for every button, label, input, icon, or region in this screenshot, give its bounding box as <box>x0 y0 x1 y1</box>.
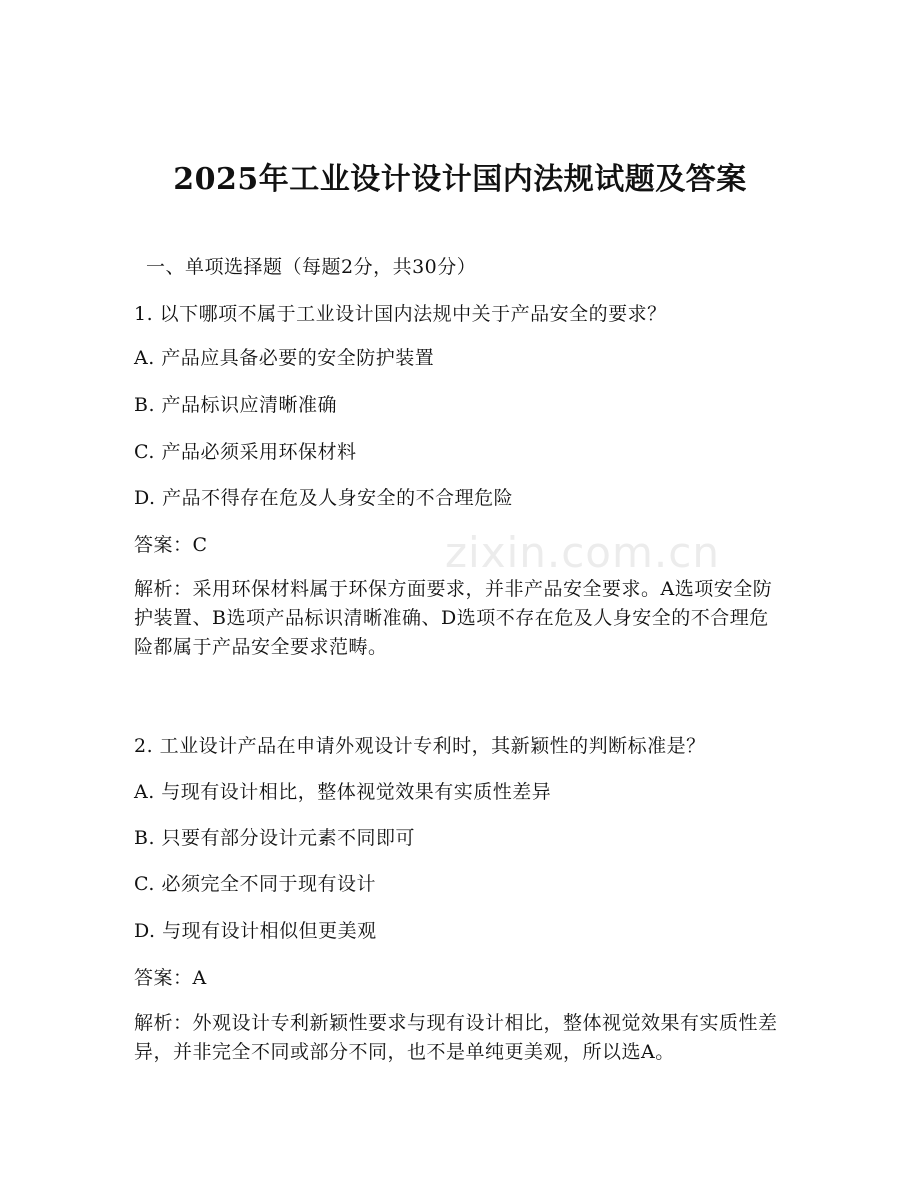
section-heading: 一、单项选择题（每题2分，共30分） <box>146 256 477 278</box>
question-2-option-b: B. 只要有部分设计元素不同即可 <box>134 827 416 849</box>
question-1-option-c: C. 产品必须采用环保材料 <box>134 441 357 463</box>
question-1-stem: 1. 以下哪项不属于工业设计国内法规中关于产品安全的要求？ <box>134 303 667 325</box>
question-2-option-a: A. 与现有设计相比，整体视觉效果有实质性差异 <box>134 781 552 803</box>
question-1-option-d: D. 产品不得存在危及人身安全的不合理危险 <box>134 487 514 509</box>
question-2-analysis: 解析：外观设计专利新颖性要求与现有设计相比，整体视觉效果有实质性差异，并非完全不同或部分不同，也不是单纯更美观，所以选A。 <box>134 1012 778 1063</box>
question-1-analysis: 解析：采用环保材料属于环保方面要求，并非产品安全要求。A选项安全防护装置、B选项产品标识清晰准确、D选项不存在危及人身安全的不合理危险都属于产品安全要求范畴。 <box>134 578 773 658</box>
question-2-option-c: C. 必须完全不同于现有设计 <box>134 873 376 895</box>
question-2-stem: 2. 工业设计产品在申请外观设计专利时，其新颖性的判断标准是？ <box>134 735 706 757</box>
question-2-option-d: D. 与现有设计相似但更美观 <box>134 920 377 942</box>
question-1-answer: 答案：C <box>134 534 208 556</box>
question-1-option-b: B. 产品标识应清晰准确 <box>134 394 338 416</box>
watermark: zixin.com.cn <box>445 528 720 577</box>
document-title: 2025年工业设计设计国内法规试题及答案 <box>173 162 747 197</box>
question-2-answer: 答案：A <box>134 967 207 989</box>
question-1-option-a: A. 产品应具备必要的安全防护装置 <box>134 347 435 369</box>
